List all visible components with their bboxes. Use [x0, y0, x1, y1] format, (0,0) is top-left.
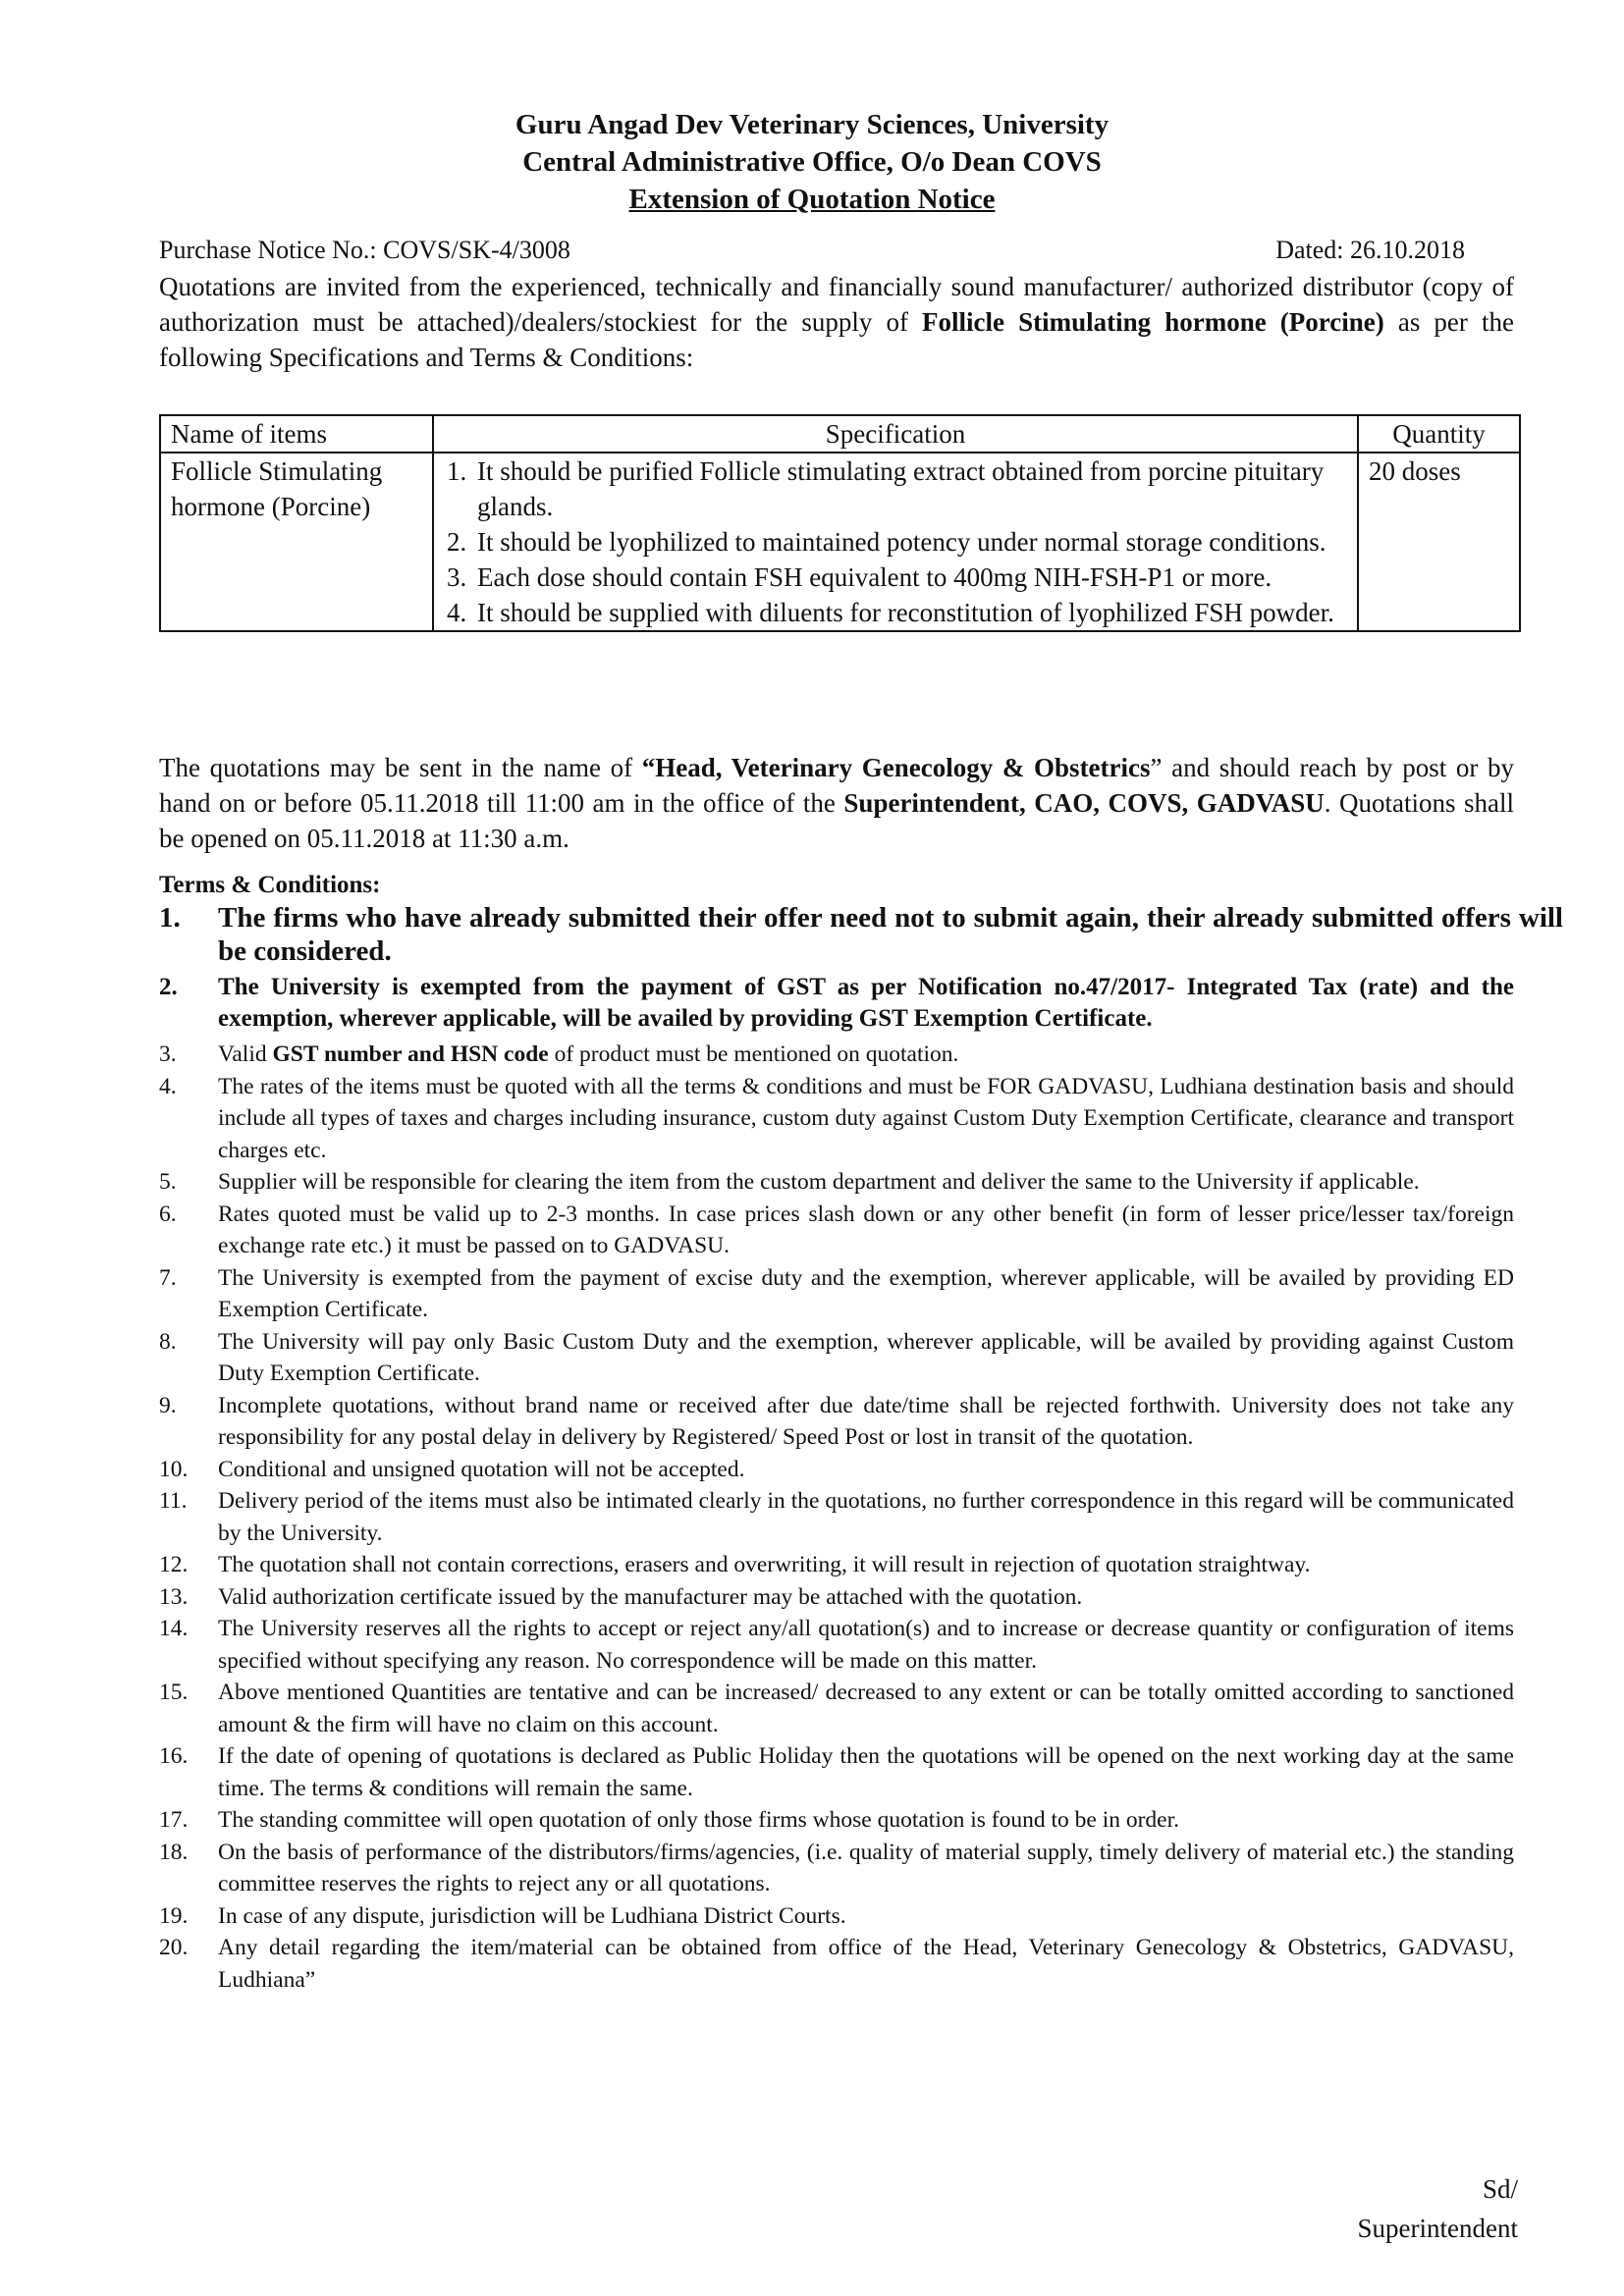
- list-item: [159, 1677, 1514, 1740]
- intro-paragraph: [159, 269, 1514, 375]
- term-number: 20.: [159, 1935, 189, 1960]
- term-number: 17.: [159, 1807, 189, 1833]
- list-item: [159, 1804, 1514, 1837]
- term-text: The quotation shall not contain corrections, erasers and overwriting, it will result in rejection of quotation straightway.: [218, 1552, 1311, 1577]
- office-name: Central Administrative Office, O/o Dean COVS: [522, 146, 1102, 178]
- spec-item: 2. It should be lyophilized to maintained potency under normal storage conditions.: [473, 524, 1347, 560]
- list-item: [159, 1613, 1514, 1677]
- term-number: 18.: [159, 1839, 189, 1865]
- term-number: 19.: [159, 1902, 189, 1929]
- term-text-bold: GST number and HSN code: [272, 1041, 549, 1067]
- term-text: Valid authorization certificate issued by the manufacturer may be attached with the quotation.: [218, 1583, 1083, 1610]
- terms-list: [159, 901, 1563, 1996]
- terms-title: Terms & Conditions:: [159, 872, 381, 898]
- header-specification: Specification: [433, 415, 1358, 453]
- spec-item: 1. It should be purified Follicle stimulating extract obtained from porcine pituitary glands.: [473, 454, 1347, 524]
- term-text: Any detail regarding the item/material can be obtained from office of the Head, Veterinary Genecology & Obstetrics, GADVASU, Ludhiana”: [218, 1935, 1514, 1993]
- term-number: 11.: [159, 1488, 188, 1514]
- notice-line: [159, 234, 1465, 267]
- list-item: [159, 1390, 1514, 1454]
- notice-date: Dated: 26.10.2018: [1275, 236, 1465, 264]
- list-item: [159, 1039, 1514, 1071]
- term-number: 12.: [159, 1552, 189, 1577]
- list-item: [159, 1326, 1514, 1390]
- term-number: 13.: [159, 1583, 189, 1610]
- spec-item: 4. It should be supplied with diluents for reconstitution of lyophilized FSH powder.: [473, 595, 1347, 630]
- list-item: [159, 1932, 1514, 1996]
- term-text: The University reserves all the rights to accept or reject any/all quotation(s) and to increase or decrease quantity or configuration of items specified without specifying any reason. No correspondence will be made on this matter.: [218, 1616, 1514, 1674]
- signatory-title: Superintendent: [1357, 2214, 1518, 2243]
- term-text: Conditional and unsigned quotation will not be accepted.: [218, 1456, 745, 1482]
- term-text: [218, 1039, 1514, 1071]
- term-number: 7.: [159, 1264, 177, 1291]
- list-item: [159, 1740, 1514, 1804]
- term-number: 1.: [159, 902, 181, 934]
- submission-text: ” and should reach by post or by hand on or before 05.11.2018 till 11:00 am in the office of the: [159, 753, 1514, 818]
- list-item: [159, 1549, 1514, 1581]
- purchase-notice-number: Purchase Notice No.: COVS/SK-4/3008: [159, 236, 570, 264]
- submission-paragraph: [159, 750, 1514, 856]
- table-row: [160, 453, 1520, 631]
- submission-text: . Quotations shall be opened on 05.11.2018 at 11:30 a.m.: [159, 788, 1514, 853]
- term-number: 16.: [159, 1743, 189, 1769]
- term-number: 14.: [159, 1616, 189, 1641]
- term-number: 10.: [159, 1456, 189, 1482]
- list-item: [159, 901, 1563, 968]
- item-name-cell: Follicle Stimulating hormone (Porcine): [160, 453, 433, 631]
- office-address: Superintendent, CAO, COVS, GADVASU: [843, 788, 1325, 818]
- term-text: In case of any dispute, jurisdiction will be Ludhiana District Courts.: [218, 1902, 846, 1929]
- specification-cell: [433, 453, 1358, 631]
- list-item: [159, 1166, 1514, 1199]
- university-name: Guru Angad Dev Veterinary Sciences, University: [514, 109, 1110, 140]
- table-header-row: [160, 415, 1520, 453]
- term-number: 2.: [159, 974, 178, 1000]
- spec-item: 3. Each dose should contain FSH equivalent to 400mg NIH-FSH-P1 or more.: [473, 560, 1347, 595]
- term-text: Delivery period of the items must also be intimated clearly in the quotations, no further correspondence in this regard will be communicated by the University.: [218, 1488, 1514, 1546]
- term-number: 15.: [159, 1680, 189, 1705]
- term-text: Above mentioned Quantities are tentative and can be increased/ decreased to any extent or can be totally omitted according to sanctioned amount & the firm will have no claim on this account.: [218, 1680, 1514, 1737]
- list-item: [159, 1485, 1514, 1549]
- header-quantity: Quantity: [1358, 415, 1520, 453]
- list-item: [159, 1071, 1514, 1167]
- list-item: [159, 1581, 1514, 1614]
- intro-item-name: Follicle Stimulating hormone (Porcine): [922, 307, 1384, 337]
- list-item: [159, 1262, 1514, 1326]
- list-item: [159, 1837, 1514, 1900]
- term-text: Supplier will be responsible for clearing the item from the custom department and deliver the same to the University if applicable.: [218, 1169, 1420, 1195]
- notice-title: Extension of Quotation Notice: [628, 184, 996, 215]
- term-number: 9.: [159, 1392, 177, 1418]
- intro-text-end: as per the following Specifications and Terms & Conditions:: [159, 307, 1514, 372]
- term-text: The rates of the items must be quoted with all the terms & conditions and must be FOR GADVASU, Ludhiana destination basis and should include all types of taxes and charges including insurance, custom duty against Custom Duty Exemption Certificate, clearance and transport charges etc.: [218, 1073, 1514, 1163]
- signature-mark: Sd/: [1482, 2174, 1518, 2204]
- term-text: Incomplete quotations, without brand name or received after due date/time shall be rejected forthwith. University does not take any responsibility for any postal delay in delivery by Registered/ Speed Post or lost in transit of the quotation.: [218, 1392, 1514, 1450]
- term-text: The University will pay only Basic Custom Duty and the exemption, wherever applicable, will be availed by providing against Custom Duty Exemption Certificate.: [218, 1328, 1514, 1386]
- list-item: [159, 972, 1514, 1035]
- specification-list: [444, 454, 1347, 630]
- term-text: If the date of opening of quotations is declared as Public Holiday then the quotations will be opened on the next working day at the same time. The terms & conditions will remain the same.: [218, 1743, 1514, 1801]
- addressee: “Head, Veterinary Genecology & Obstetrics: [641, 753, 1151, 782]
- quantity-cell: 20 doses: [1358, 453, 1520, 631]
- term-number: 8.: [159, 1328, 177, 1355]
- term-text-part: of product must be mentioned on quotation.: [548, 1041, 959, 1067]
- term-number: 3.: [159, 1041, 177, 1067]
- term-text-part: Valid: [218, 1041, 273, 1067]
- term-text: The standing committee will open quotation of only those firms whose quotation is found to be in order.: [218, 1807, 1180, 1833]
- term-text: The University is exempted from the payment of excise duty and the exemption, wherever applicable, will be availed by providing ED Exemption Certificate.: [218, 1264, 1514, 1322]
- term-text: On the basis of performance of the distributors/firms/agencies, (i.e. quality of material supply, timely delivery of material etc.) the standing committee reserves the rights to reject any or all quotations.: [218, 1839, 1514, 1896]
- term-text: The University is exempted from the payment of GST as per Notification no.47/2017- Integrated Tax (rate) and the exemption, wherever applicable, will be availed by providing GST Exemption Certificate.: [218, 974, 1514, 1032]
- term-number: 6.: [159, 1201, 177, 1227]
- specification-table: [159, 414, 1521, 632]
- header-name-of-items: Name of items: [160, 415, 433, 453]
- list-item: [159, 1900, 1514, 1933]
- list-item: [159, 1454, 1514, 1486]
- intro-text: Quotations are invited from the experienced, technically and financially sound manufacturer/ authorized distributor (copy of authorization must be attached)/dealers/stockiest for the supply of: [159, 272, 1514, 337]
- term-text: Rates quoted must be valid up to 2-3 months. In case prices slash down or any other benefit (in form of lesser price/lesser tax/foreign exchange rate etc.) it must be passed on to GADVASU.: [218, 1201, 1514, 1258]
- term-number: 5.: [159, 1169, 177, 1195]
- submission-text: The quotations may be sent in the name of: [159, 753, 642, 782]
- document-header: [0, 106, 1624, 218]
- term-text: The firms who have already submitted their offer need not to submit again, their already submitted offers will be considered.: [218, 902, 1563, 967]
- list-item: [159, 1199, 1514, 1262]
- term-number: 4.: [159, 1073, 177, 1099]
- signature-block: [1358, 2169, 1518, 2248]
